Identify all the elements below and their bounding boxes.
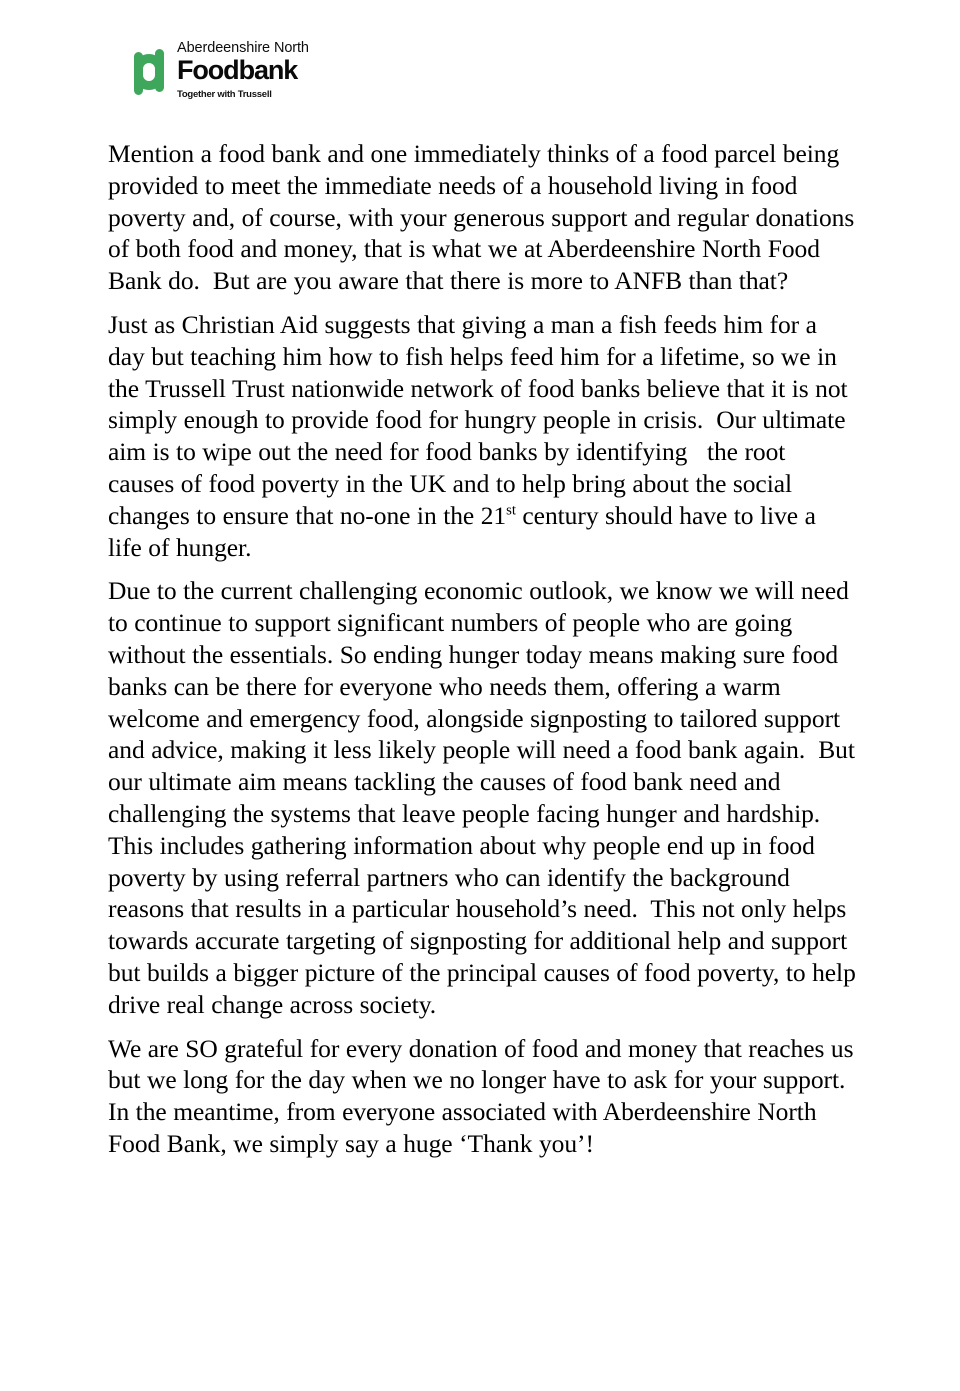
article-body	[108, 138, 863, 1160]
paragraph-1: Mention a food bank and one immediately thinks of a food parcel being provided to meet the immediate needs of a household living in food poverty and, of course, with your generous support and regular donations of both food and money, that is what we at Aberdeenshire North Food Bank do. But are you aware that there is more to ANFB than that?	[108, 139, 861, 296]
paragraph-4: We are SO grateful for every donation of food and money that reaches us but we long for the day when we no longer have to ask for your support. In the meantime, from everyone associated with Aberdeenshire North Food Bank, we simply say a huge ‘Thank you’!	[108, 1033, 860, 1158]
logo-wordmark	[177, 40, 309, 100]
paragraph-2-text-after-ordinal: century should have to live a life of hunger.	[108, 500, 823, 562]
logo-foodbank-word: Foodbank	[177, 55, 298, 86]
organisation-logo	[128, 40, 309, 102]
logo-org-name: Aberdeenshire North	[177, 40, 309, 56]
paragraph-2	[108, 309, 856, 563]
paragraph-3: Due to the current challenging economic outlook, we know we will need to continue to support significant numbers of people who are going without the essentials. So ending hunger today means making sure food banks can be there for everyone who needs them, offering a warm welcome and emergency food, alongside signposting to tailored support and advice, making it less likely people will need a food bank again. But our ultimate aim means tackling the causes of food bank need and challenging the systems that leave people facing hunger and hardship. This includes gathering information about why people end up in food poverty by using referral partners who can identify the background reasons that results in a particular household’s need. This not only helps towards accurate targeting of signposting for additional help and support but builds a bigger picture of the principal causes of food poverty, to help drive real change across society.	[108, 576, 863, 1019]
ordinal-suffix-st: st	[506, 502, 516, 519]
paragraph-2-text-before-ordinal: Just as Christian Aid suggests that giving a man a fish feeds him for a day but teaching him how to fish helps feed him for a lifetime, so we in the Trussell Trust nationwide network of food banks believe that it is not simply enough to provide food for hungry people in crisis. Our ultimate aim is to wipe out the need for food banks by identifying the root causes of food poverty in the UK and to help bring about the social changes to ensure that no-one in the 21	[108, 309, 855, 530]
foodbank-logo-mark-icon	[128, 42, 170, 102]
logo-tagline: Together with Trussell	[177, 88, 272, 100]
